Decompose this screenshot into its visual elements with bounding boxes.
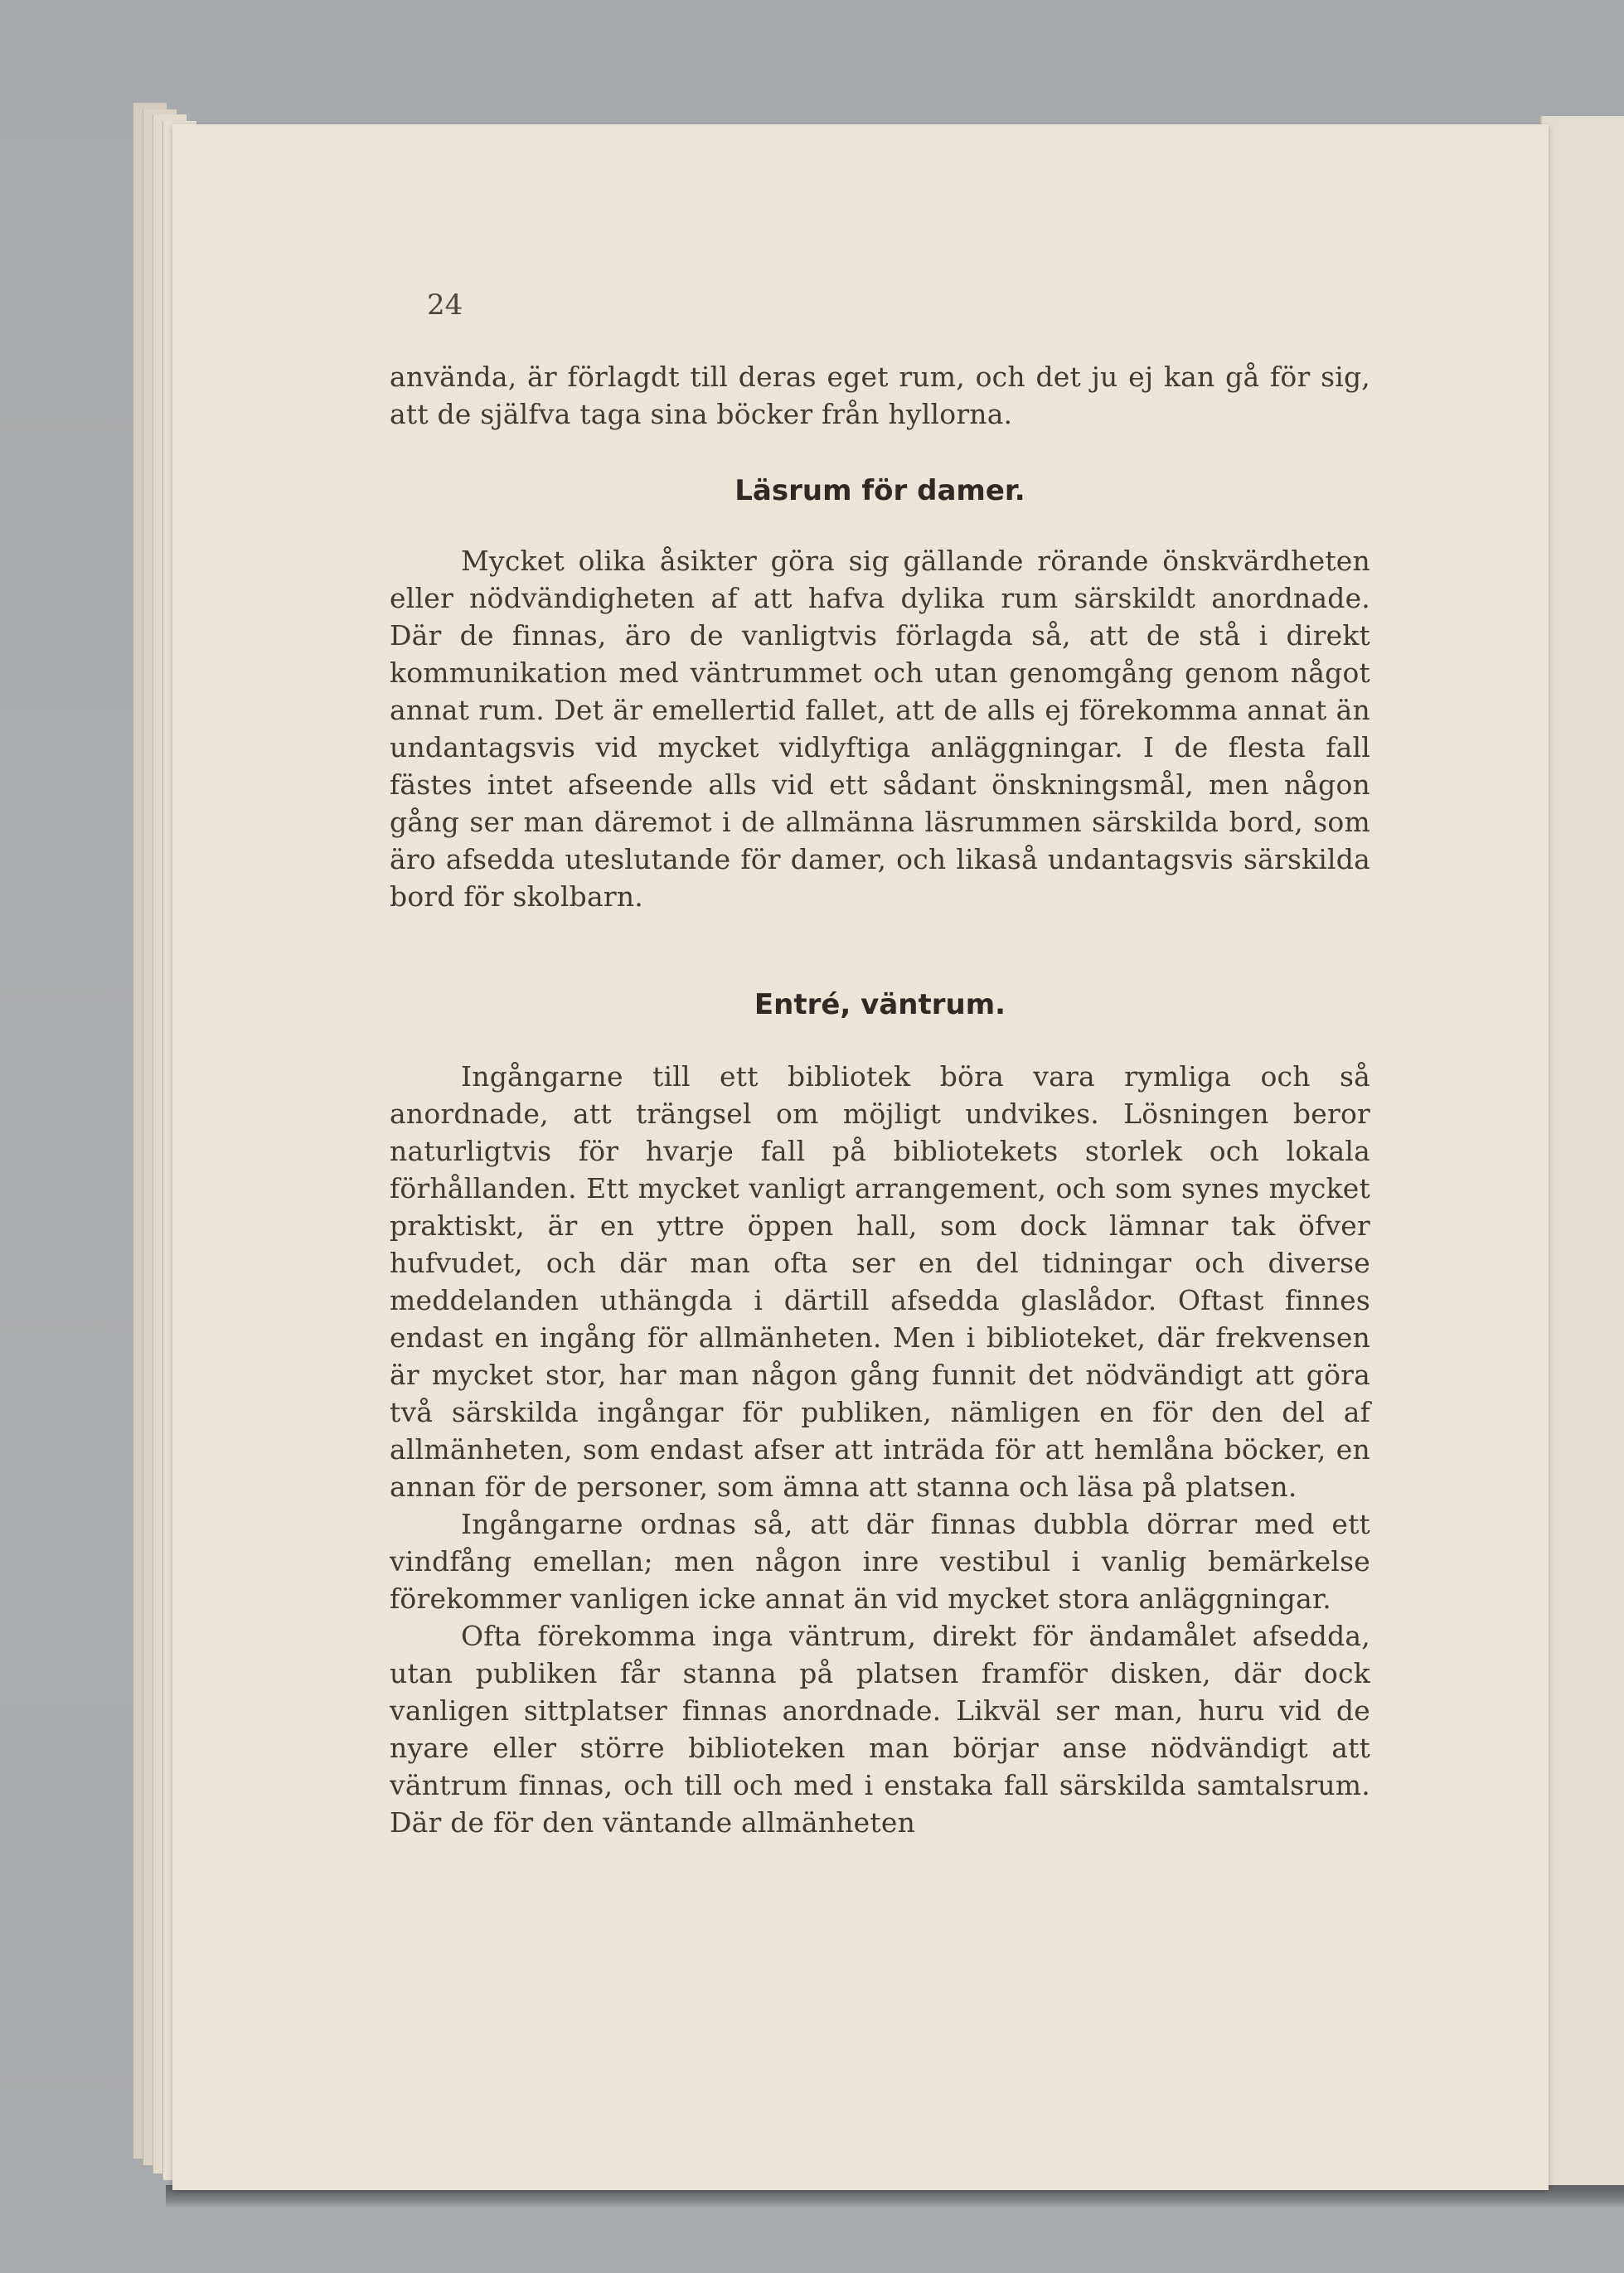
- section-heading-entre: Entré, väntrum.: [754, 988, 1006, 1021]
- section-damer-body: [390, 542, 1370, 915]
- next-page-edge: [1540, 116, 1624, 2197]
- intro-block: [390, 358, 1370, 433]
- paragraph: Ofta förekomma inga väntrum, direkt för ändamålet afsedda, utan publiken får stanna på platsen framför disken, där dock vanligen sittplatser finnas anordnade. Likväl ser man, huru vid de nyare eller större biblioteken man börjar anse nödvändigt att väntrum finnas, och till och med i enstaka fall särskilda samtalsrum. Där de för den väntande allmänheten: [390, 1620, 1370, 1839]
- paragraph: Ingångarne ordnas så, att där finnas dubbla dörrar med ett vindfång emellan; men någon inre vestibul i vanlig bemärkelse förekommer vanligen icke annat än vid mycket stora anläggningar.: [390, 1508, 1370, 1615]
- section-heading-damer: Läsrum för damer.: [734, 474, 1025, 507]
- section-entre-body: [390, 1058, 1370, 1841]
- paragraph: Ingångarne till ett bibliotek böra vara rymliga och så anordnade, att trängsel om möjligt undvikes. Lösningen beror naturligtvis för hvarje fall på bibliotekets storlek och lokala förhållanden. Ett mycket vanligt arrangement, och som synes mycket praktiskt, är en yttre öppen hall, som dock lämnar tak öfver hufvudet, och där man ofta ser en del tidningar och diverse meddelanden uthängda i därtill afsedda glaslådor. Oftast finnes endast en ingång för allmänheten. Men i biblioteket, där frekvensen är mycket stor, har man någon gång funnit det nödvändigt att göra två särskilda ingångar för publiken, nämligen en för den del af allmänheten, som endast afser att inträda för att hemlåna böcker, en annan för de personer, som ämna att stanna och läsa på platsen.: [390, 1060, 1370, 1503]
- intro-paragraph: använda, är förlagdt till deras eget rum, och det ju ej kan gå för sig, att de själfva taga sina böcker från hyllorna.: [390, 361, 1370, 430]
- paragraph: Mycket olika åsikter göra sig gällande rörande önskvärdheten eller nödvändigheten af att hafva dylika rum särskildt anordnade. Där de finnas, äro de vanligtvis förlagda så, att de stå i direkt kommunikation med väntrummet och utan genomgång genom något annat rum. Det är emellertid fallet, att de alls ej förekomma annat än undantagsvis vid mycket vidlyftiga anläggningar. I de flesta fall fästes intet afseende alls vid ett sådant önskningsmål, men någon gång ser man däremot i de allmänna läsrummen särskilda bord, som äro afsedda uteslutande för damer, och likaså undantagsvis särskilda bord för skolbarn.: [390, 545, 1370, 913]
- page-number: 24: [427, 288, 463, 322]
